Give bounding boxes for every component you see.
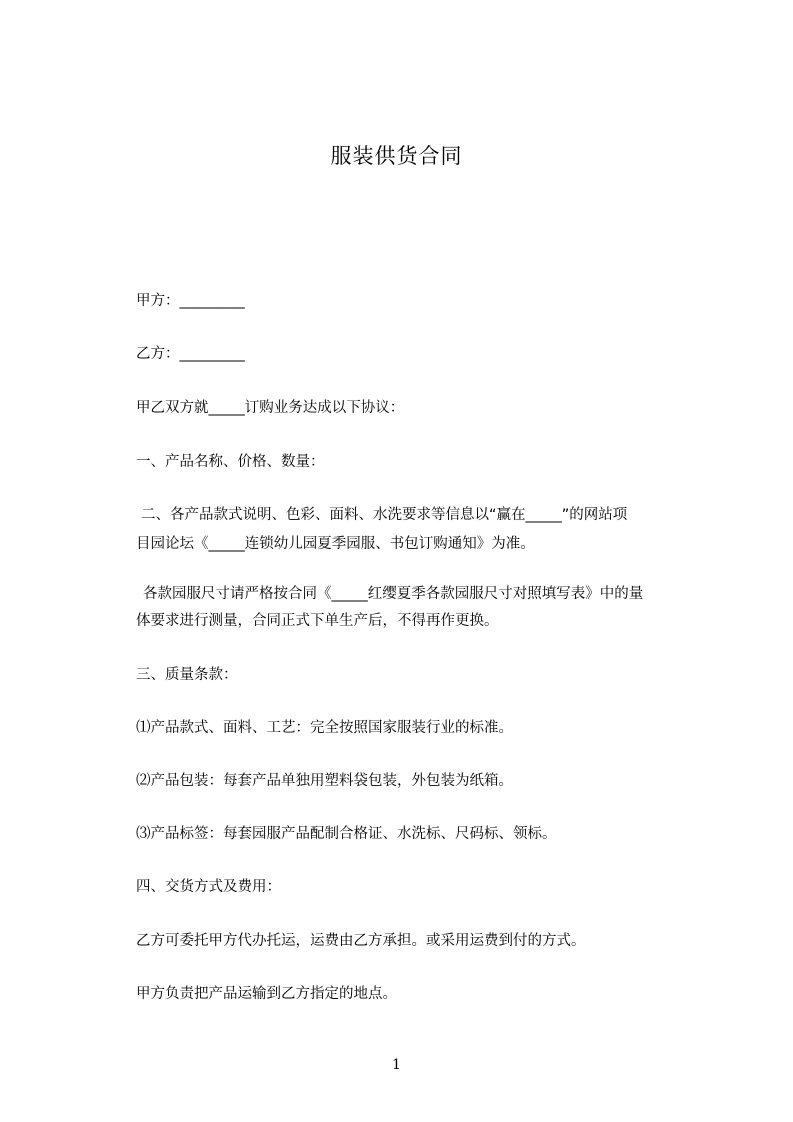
section-1-heading: 一、产品名称、价格、数量： bbox=[136, 454, 325, 470]
size-note-line-2: 体要求进行测量，合同正式下单生产后，不得再作更换。 bbox=[136, 613, 499, 629]
party-a-line: 甲方：_________ bbox=[136, 293, 245, 309]
delivery-line-1: 乙方可委托甲方代办托运，运费由乙方承担。或采用运费到付的方式。 bbox=[136, 933, 586, 949]
quality-item-1: ⑴产品款式、面料、工艺：完全按照国家服装行业的标准。 bbox=[136, 720, 513, 736]
delivery-line-2: 甲方负责把产品运输到乙方指定的地点。 bbox=[136, 986, 397, 1002]
section-2-line-1: 二、各产品款式说明、色彩、面料、水洗要求等信息以“赢在_____”的网站项 bbox=[141, 507, 628, 523]
quality-item-3: ⑶产品标签：每套园服产品配制合格证、水洗标、尺码标、领标。 bbox=[136, 826, 557, 842]
page-number: 1 bbox=[392, 1057, 401, 1073]
agreement-intro: 甲乙双方就_____订购业务达成以下协议： bbox=[136, 400, 405, 416]
section-2-line-2: 目园论坛《_____连锁幼儿园夏季园服、书包订购通知》为准。 bbox=[136, 536, 535, 552]
party-b-line: 乙方：_________ bbox=[136, 346, 245, 362]
section-4-heading: 四、交货方式及费用： bbox=[136, 879, 281, 895]
quality-item-2: ⑵产品包装：每套产品单独用塑料袋包装，外包装为纸箱。 bbox=[136, 773, 513, 789]
document-title: 服装供货合同 bbox=[330, 144, 463, 168]
section-3-heading: 三、质量条款： bbox=[136, 667, 238, 683]
size-note-line-1: 各款园服尺寸请严格按合同《_____红缨夏季各款园服尺寸对照填写表》中的量 bbox=[143, 586, 644, 602]
